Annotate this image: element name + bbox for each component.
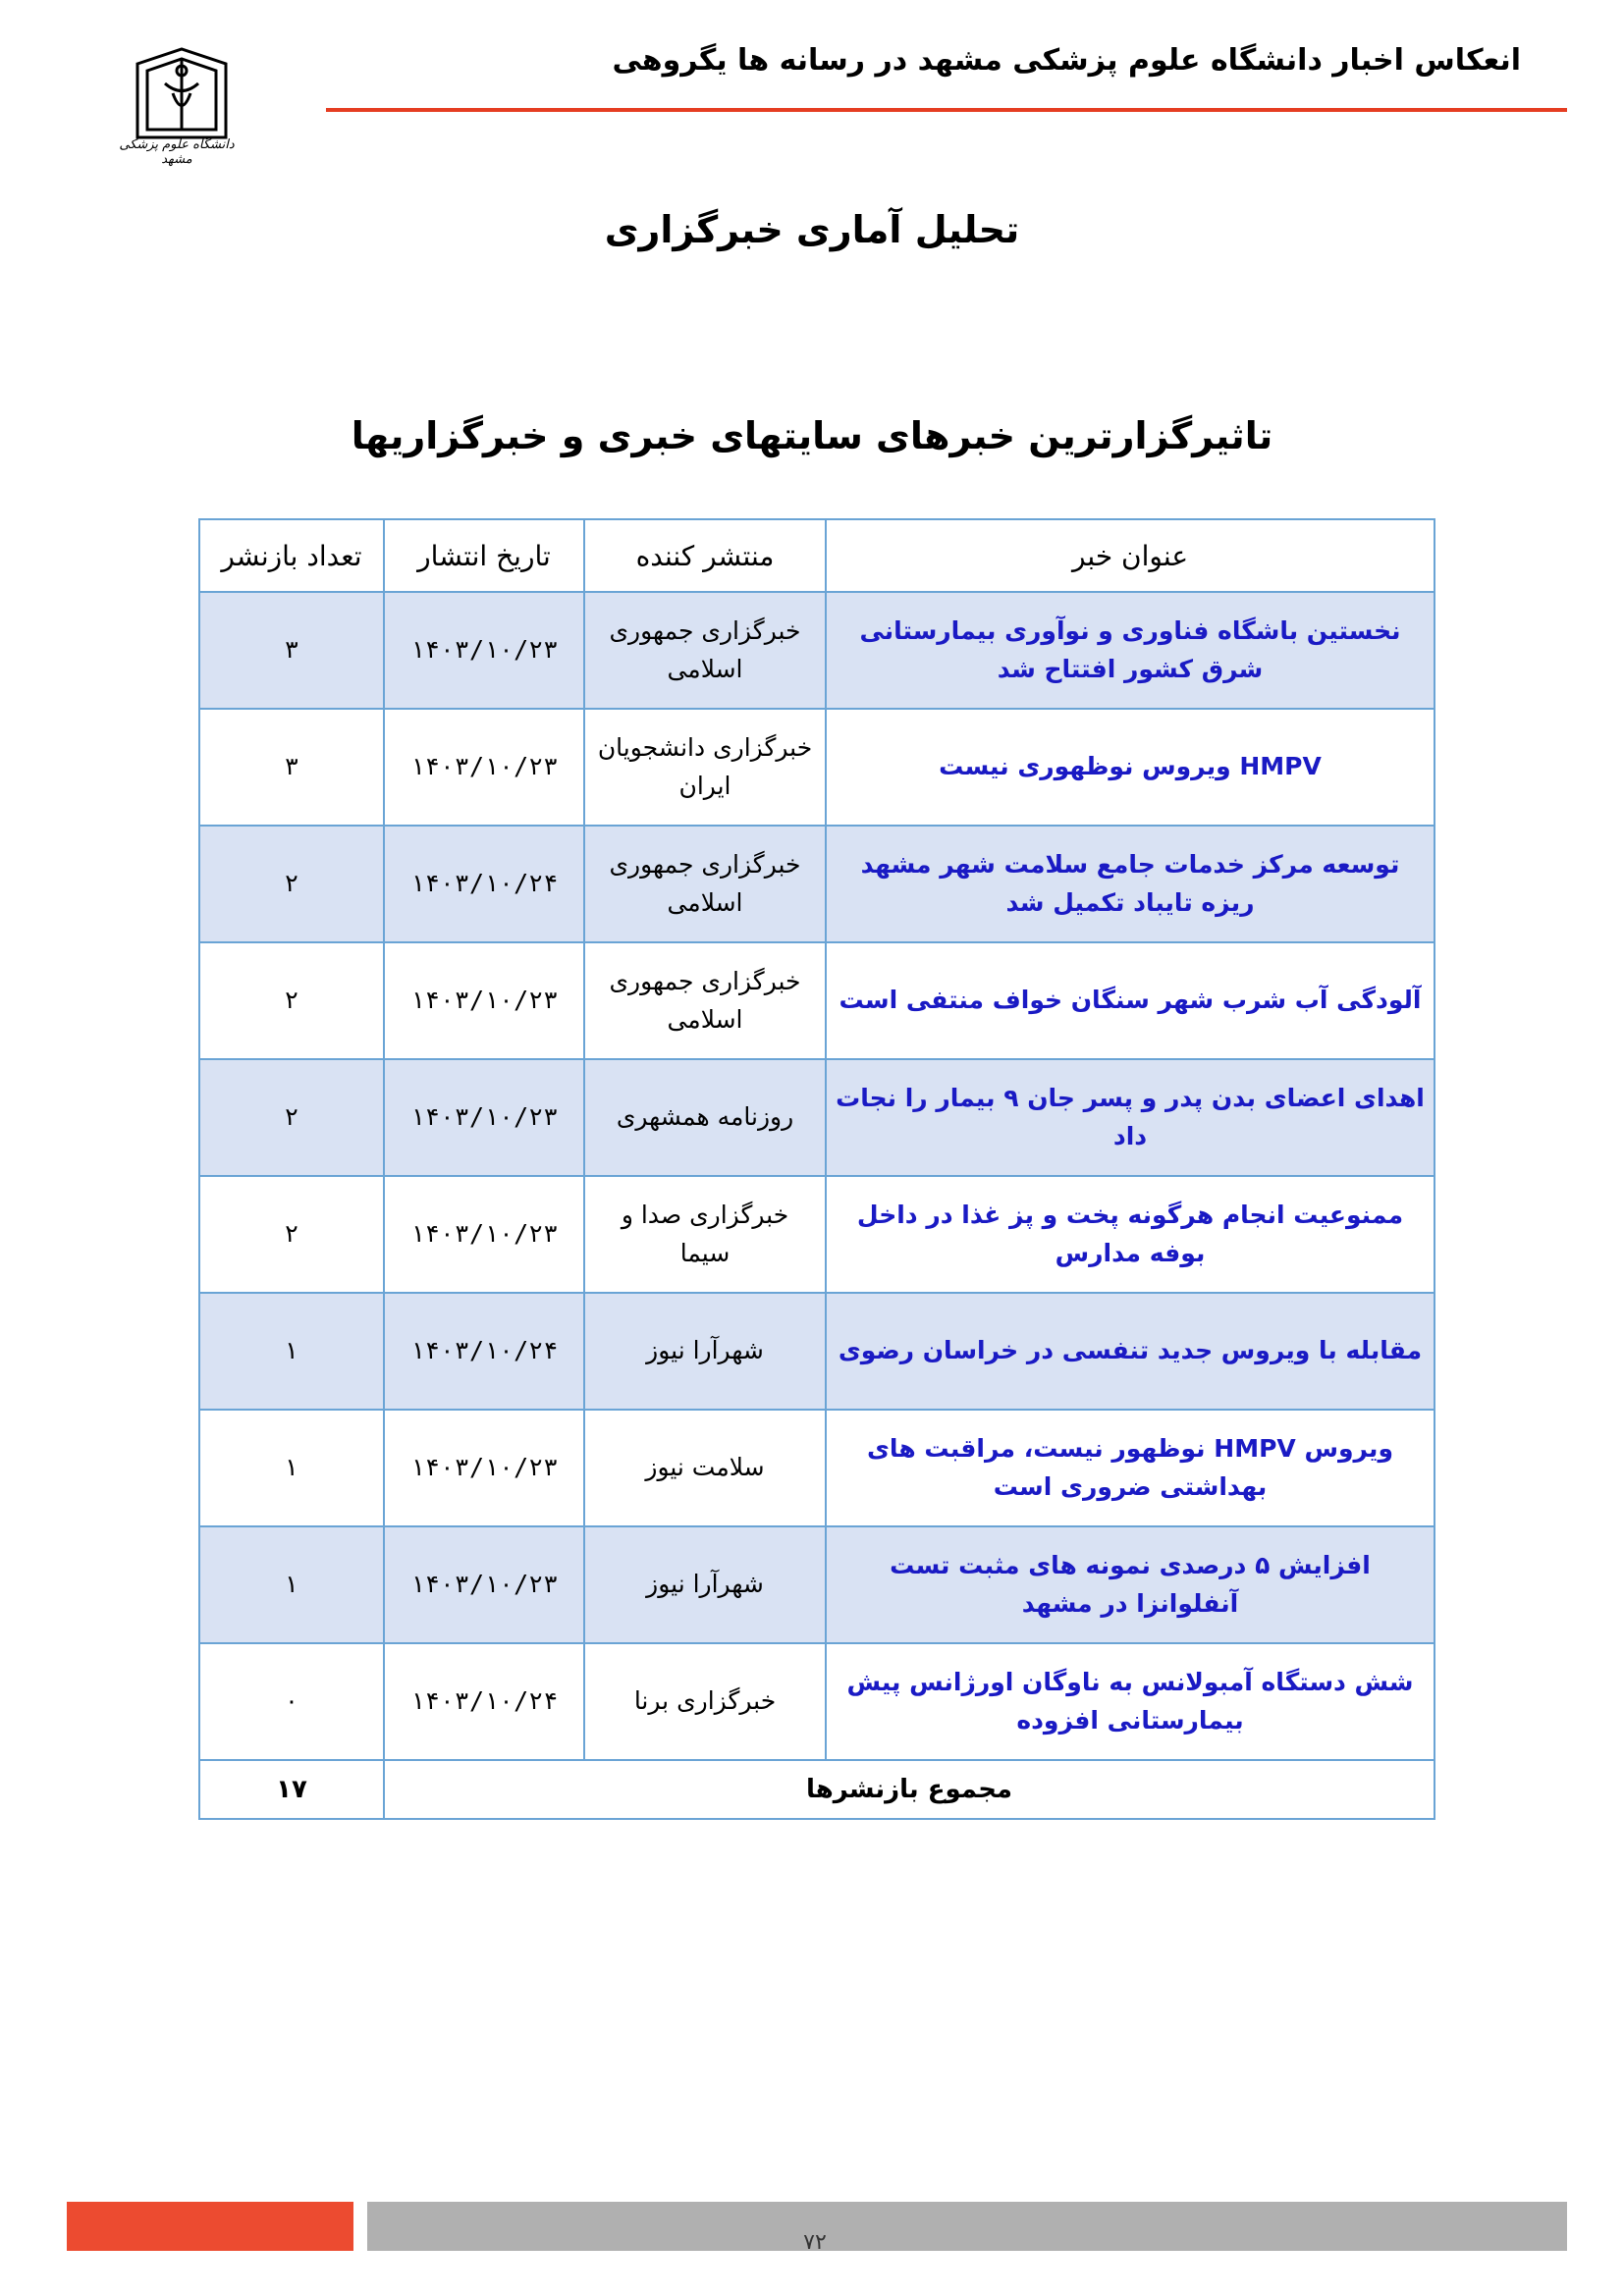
footer-accent-bar [67,2202,353,2251]
date-cell: ۱۴۰۳/۱۰/۲۴ [384,1293,584,1410]
table-row [199,709,1435,826]
section-title: تحلیل آماری خبرگزاری [604,208,1020,251]
date-cell: ۱۴۰۳/۱۰/۲۳ [384,1059,584,1176]
header-divider [326,108,1567,112]
count-cell: ۱ [199,1526,384,1643]
table-title: تاثیرگزارترین خبرهای سایتهای خبری و خبرگزاریها [351,414,1273,457]
table-row [199,592,1435,709]
news-impact-table [198,518,1435,1820]
count-cell: ۲ [199,1059,384,1176]
date-cell: ۱۴۰۳/۱۰/۲۳ [384,709,584,826]
table-row [199,1176,1435,1293]
publisher-cell: روزنامه همشهری [584,1059,826,1176]
document-header-title: انعکاس اخبار دانشگاه علوم پزشکی مشهد در رسانه ها یگروهی [612,43,1521,78]
count-cell: ۲ [199,1176,384,1293]
table-row [199,1526,1435,1643]
date-cell: ۱۴۰۳/۱۰/۲۳ [384,942,584,1059]
publisher-cell: خبرگزاری جمهوری اسلامی [584,942,826,1059]
news-title-cell: نخستین باشگاه فناوری و نوآوری بیمارستانی شرق کشور افتتاح شد [826,592,1435,709]
date-cell: ۱۴۰۳/۱۰/۲۳ [384,1410,584,1526]
news-title-cell: شش دستگاه آمبولانس به ناوگان اورژانس پیش بیمارستانی افزوده [826,1643,1435,1760]
news-title-cell: آلودگی آب شرب شهر سنگان خواف منتفی است [826,942,1435,1059]
date-cell: ۱۴۰۳/۱۰/۲۴ [384,826,584,942]
news-title-cell: ممنوعیت انجام هرگونه پخت و پز غذا در داخل بوفه مدارس [826,1176,1435,1293]
date-cell: ۱۴۰۳/۱۰/۲۴ [384,1643,584,1760]
count-cell: ۱ [199,1293,384,1410]
count-cell: ۱ [199,1410,384,1526]
publisher-cell: خبرگزاری جمهوری اسلامی [584,826,826,942]
publisher-cell: شهرآرا نیوز [584,1526,826,1643]
count-cell: ۲ [199,826,384,942]
header-date-column: تاریخ انتشار [384,519,584,592]
count-cell: ۲ [199,942,384,1059]
news-title-cell: افزایش ۵ درصدی نمونه های مثبت تست آنفلوانزا در مشهد [826,1526,1435,1643]
table-row [199,1643,1435,1760]
count-cell: ۳ [199,709,384,826]
page-number: ۷۲ [803,2230,827,2255]
table-header-row [199,519,1435,592]
table-row [199,1059,1435,1176]
total-value-cell: ۱۷ [199,1760,384,1819]
publisher-cell: خبرگزاری برنا [584,1643,826,1760]
table-row [199,1410,1435,1526]
news-title-cell: HMPV ویروس نوظهوری نیست [826,709,1435,826]
publisher-cell: سلامت نیوز [584,1410,826,1526]
news-title-cell: ویروس HMPV نوظهور نیست، مراقبت های بهداشتی ضروری است [826,1410,1435,1526]
table-row [199,942,1435,1059]
count-cell: ۰ [199,1643,384,1760]
header-publisher-column: منتشر کننده [584,519,826,592]
publisher-cell: خبرگزاری جمهوری اسلامی [584,592,826,709]
header-count-column: تعداد بازنشر [199,519,384,592]
header-title-column: عنوان خبر [826,519,1435,592]
date-cell: ۱۴۰۳/۱۰/۲۳ [384,1526,584,1643]
count-cell: ۳ [199,592,384,709]
logo-caption: دانشگاه علوم پزشکی مشهد [119,137,235,167]
total-label-cell: مجموع بازنشرها [384,1760,1435,1819]
publisher-cell: خبرگزاری صدا و سیما [584,1176,826,1293]
news-title-cell: توسعه مرکز خدمات جامع سلامت شهر مشهد ریزه تایباد تکمیل شد [826,826,1435,942]
date-cell: ۱۴۰۳/۱۰/۲۳ [384,1176,584,1293]
publisher-cell: شهرآرا نیوز [584,1293,826,1410]
table-row [199,826,1435,942]
table-total-row [199,1760,1435,1819]
footer-gray-bar [367,2202,1567,2251]
news-title-cell: اهدای اعضای بدن پدر و پسر جان ۹ بیمار را نجات داد [826,1059,1435,1176]
date-cell: ۱۴۰۳/۱۰/۲۳ [384,592,584,709]
table-row [199,1293,1435,1410]
publisher-cell: خبرگزاری دانشجویان ایران [584,709,826,826]
news-title-cell: مقابله با ویروس جدید تنفسی در خراسان رضوی [826,1293,1435,1410]
